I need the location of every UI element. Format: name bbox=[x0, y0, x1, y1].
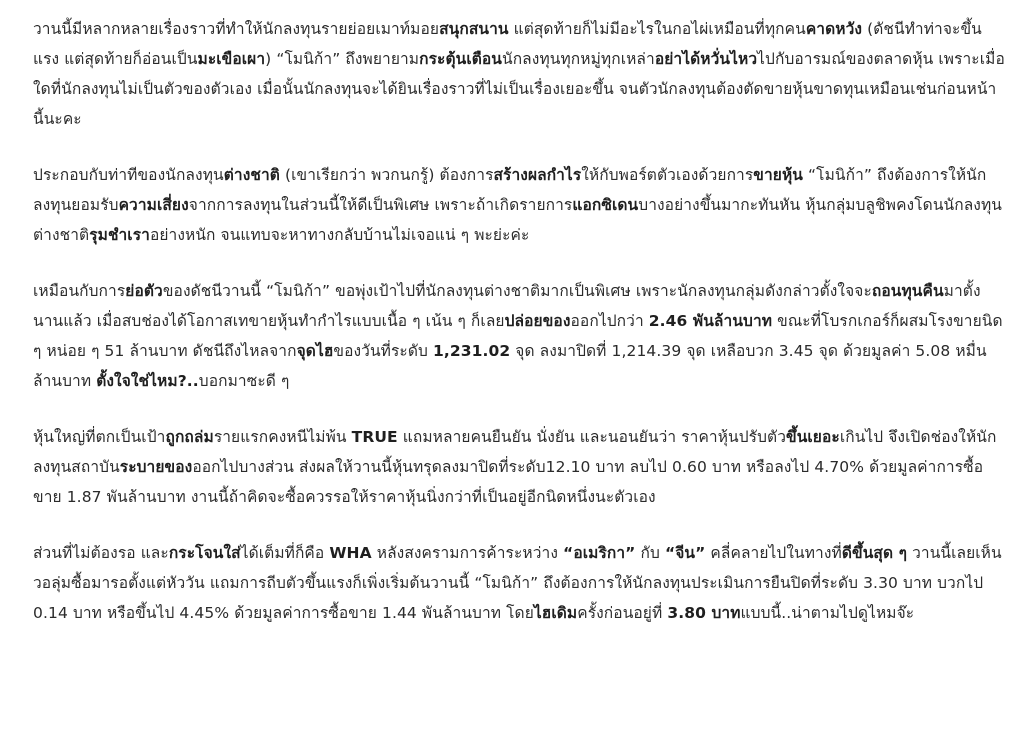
emphasis-text: WHA bbox=[329, 544, 372, 562]
emphasis-text: ขายหุ้น bbox=[753, 166, 803, 184]
body-text: ออกไปกว่า bbox=[570, 312, 649, 330]
body-text: ออกไปบางส่วน ส่งผลให้วานนี้หุ้นทรุดลงมาปิดที่ระดับ12.10 บาท ลบไป 0.60 บาท หรือลงไป 4.70% ด้วยมูลค่าการซื้อขาย 1.87 พันล้านบาท งานนี้ถ้าคิดจะซื้อควรรอให้ราคาหุ้นนิ่งกว่าที่เป็นอยู่อีกนิดหนึ่งนะตัวเอง bbox=[33, 458, 984, 506]
body-text: ของดัชนีวานนี้ “โมนิก้า” ขอพุ่งเป้าไปที่นักลงทุนต่างชาติมากเป็นพิเศษ เพราะนักลงทุนกลุ่มดังกล่าวตั้งใจจะ bbox=[162, 282, 872, 300]
body-text: ขณะที่โบรกเกอร์ก็ผสมโรงขายนิด ๆ หน่อย ๆ 51 ล้านบาท ดัชนีถึงไหลจาก bbox=[33, 312, 1003, 360]
body-text: รายแรกคงหนีไม่พ้น bbox=[213, 428, 352, 446]
body-text: แต่สุดท้ายก็ไม่มีอะไรในกอไผ่เหมือนที่ทุกคน bbox=[508, 20, 806, 38]
emphasis-text: ความเสี่ยง bbox=[118, 196, 189, 214]
body-text: จุด ลงมาปิดที่ 1,214.39 จุด เหลือบวก 3.45 จุด ด้วยมูลค่า 5.08 หมื่นล้านบาท bbox=[33, 342, 987, 390]
body-text: เกินไป จึงเปิดช่องให้นักลงทุนสถาบัน bbox=[33, 428, 997, 476]
body-text: วานนี้เลยเห็นวอลุ่มซื้อมารอตั้งแต่หัววัน แถมการถีบตัวขึ้นแรงก็เพิ่งเริ่มต้นวานนี้ “โมนิก้า” ถึงต้องการให้นักลงทุนประเมินการยืนปิดที่ระดับ 3.30 บาท บวกไป 0.14 บาท หรือขึ้นไป 4.45% ด้วยมูลค่าการซื้อขาย 1.44 พันล้านบาท โดย bbox=[33, 544, 1002, 622]
body-text: ไปกับอารมณ์ของตลาดหุ้น เพราะเมื่อใดที่นักลงทุนไม่เป็นตัวของตัวเอง เมื่อนั้นนักลงทุนจะได้ยินเรื่องราวที่ไม่เป็นเรื่องเยอะขึ้น จนตัวนักลงทุนต้องตัดขายหุ้นขาดทุนเหมือนเช่นก่อนหน้านี้นะคะ bbox=[33, 50, 1005, 128]
body-text: อย่างหนัก จนแทบจะหาทางกลับบ้านไม่เจอแน่ ๆ พะย่ะค่ะ bbox=[149, 226, 530, 244]
body-text: บางอย่างขึ้นมากะทันหัน หุ้นกลุ่มบลูชิพคงโดนนักลงทุนต่างชาติ bbox=[33, 196, 1002, 244]
paragraph-intro bbox=[33, 14, 1007, 134]
body-text: ประกอบกับท่าทีของนักลงทุน bbox=[33, 166, 224, 184]
body-text: “โมนิก้า” ถึงต้องการให้นักลงทุนยอมรับ bbox=[33, 166, 987, 214]
emphasis-text: ระบายของ bbox=[119, 458, 193, 476]
emphasis-text: รุมชำเรา bbox=[89, 226, 150, 244]
emphasis-text: แอกซิเดน bbox=[572, 196, 639, 214]
emphasis-text: ถอนทุนคืน bbox=[871, 282, 944, 300]
body-text: จากการลงทุนในส่วนนี้ให้ดีเป็นพิเศษ เพราะถ้าเกิดรายการ bbox=[188, 196, 573, 214]
body-text: หลังสงครามการค้าระหว่าง bbox=[371, 544, 564, 562]
emphasis-text: สนุกสนาน bbox=[439, 20, 509, 38]
emphasis-text: ดีขึ้นสุด ๆ bbox=[841, 544, 908, 562]
body-text: (เขาเรียกว่า พวกนกรู้) ต้องการ bbox=[279, 166, 494, 184]
paragraph-index-pullback bbox=[33, 276, 1007, 396]
emphasis-text: 1,231.02 bbox=[432, 342, 511, 360]
emphasis-text: TRUE bbox=[351, 428, 398, 446]
body-text: แบบนี้..น่าตามไปดูไหมจ๊ะ bbox=[740, 604, 915, 622]
paragraph-wha-stock bbox=[33, 538, 1007, 628]
body-text: ) “โมนิก้า” ถึงพยายาม bbox=[265, 50, 420, 68]
body-text: (ดัชนีทำท่าจะขึ้นแรง แต่สุดท้ายก็อ่อนเป็น bbox=[33, 20, 982, 68]
emphasis-text: ขึ้นเยอะ bbox=[786, 428, 840, 446]
emphasis-text: ปล่อยของ bbox=[504, 312, 571, 330]
body-text: ของวันที่ระดับ bbox=[333, 342, 433, 360]
body-text: มาตั้งนานแล้ว เมื่อสบช่องได้โอกาสเทขายหุ้นทำกำไรแบบเนื้อ ๆ เน้น ๆ ก็เลย bbox=[33, 282, 981, 330]
body-text: บอกมาซะดี ๆ bbox=[198, 372, 290, 390]
paragraph-foreign-investors bbox=[33, 160, 1007, 250]
body-text: ได้เต็มที่ก็คือ bbox=[240, 544, 330, 562]
body-text: นักลงทุนทุกหมู่ทุกเหล่า bbox=[502, 50, 655, 68]
body-text: ให้กับพอร์ตตัวเองด้วยการ bbox=[581, 166, 754, 184]
emphasis-text: สร้างผลกำไร bbox=[493, 166, 582, 184]
body-text: หุ้นใหญ่ที่ตกเป็นเป้า bbox=[33, 428, 166, 446]
emphasis-text: กระโจนใส่ bbox=[168, 544, 241, 562]
emphasis-text: “อเมริกา” bbox=[563, 544, 636, 562]
body-text: คลี่คลายไปในทางที่ bbox=[705, 544, 842, 562]
emphasis-text: คาดหวัง bbox=[805, 20, 863, 38]
emphasis-text: กระตุ้นเตือน bbox=[419, 50, 502, 68]
body-text: วานนี้มีหลากหลายเรื่องราวที่ทำให้นักลงทุนรายย่อยเมาท์มอย bbox=[33, 20, 440, 38]
emphasis-text: ตั้งใจใช่ไหม?.. bbox=[96, 372, 199, 390]
emphasis-text: มะเขือเผา bbox=[197, 50, 266, 68]
paragraph-true-stock bbox=[33, 422, 1007, 512]
emphasis-text: 2.46 พันล้านบาท bbox=[648, 312, 773, 330]
emphasis-text: ย่อตัว bbox=[125, 282, 163, 300]
emphasis-text: ต่างชาติ bbox=[223, 166, 280, 184]
body-text: เหมือนกับการ bbox=[33, 282, 126, 300]
body-text: ครั้งก่อนอยู่ที่ bbox=[577, 604, 668, 622]
emphasis-text: อย่าได้หวั่นไหว bbox=[654, 50, 758, 68]
emphasis-text: ไฮเดิม bbox=[533, 604, 578, 622]
emphasis-text: ถูกถล่ม bbox=[165, 428, 214, 446]
body-text: แถมหลายคนยืนยัน นั่งยัน และนอนยันว่า ราคาหุ้นปรับตัว bbox=[397, 428, 786, 446]
emphasis-text: จุดไฮ bbox=[296, 342, 334, 360]
emphasis-text: 3.80 บาท bbox=[667, 604, 741, 622]
body-text: ส่วนที่ไม่ต้องรอ และ bbox=[33, 544, 169, 562]
emphasis-text: “จีน” bbox=[664, 544, 706, 562]
body-text: กับ bbox=[635, 544, 665, 562]
